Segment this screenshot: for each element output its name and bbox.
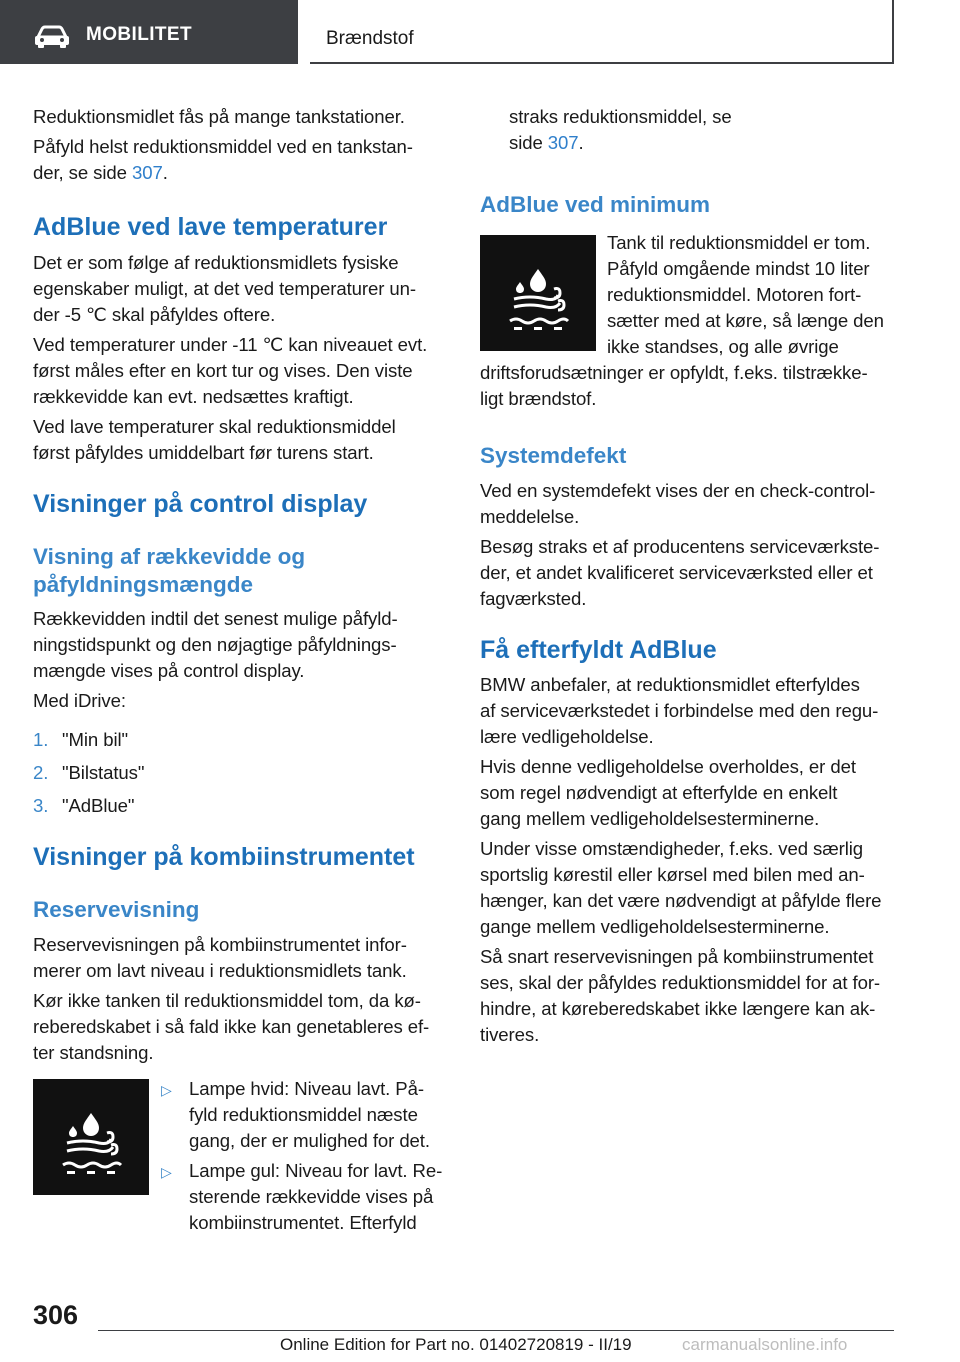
step-number: 2. <box>33 762 49 783</box>
triangle-bullet-icon: ▷ <box>161 1082 172 1098</box>
page-link[interactable]: 307 <box>131 162 163 183</box>
paragraph: merer om lavt niveau i reduktionsmidlets tank. <box>33 960 407 981</box>
paragraph: egenskaber muligt, at det ved temperaturer un‐ <box>33 278 416 299</box>
paragraph: hænger, kan det være nødvendigt at påfylde flere <box>480 890 882 911</box>
paragraph: Under visse omstændigheder, f.eks. ved særlig <box>480 838 864 859</box>
paragraph: ter standsning. <box>33 1042 154 1063</box>
paragraph: af serviceværkstedet i forbindelse med den regu‐ <box>480 700 879 721</box>
bullet-text: Lampe gul: Niveau for lavt. Re‐ <box>189 1160 443 1181</box>
paragraph: der, et andet kvalificeret serviceværksted eller et <box>480 562 873 583</box>
text: der, se side <box>33 162 132 183</box>
paragraph: ikke standses, og alle øvrige <box>607 336 839 357</box>
page-number: 306 <box>33 1300 79 1330</box>
paragraph: driftsforudsætninger er opfyldt, f.eks. tilstrække‐ <box>480 362 868 383</box>
bullet-text: gang, der er mulighed for det. <box>189 1130 430 1151</box>
list-item <box>33 760 144 786</box>
paragraph: Påfyld omgående mindst 10 liter <box>607 258 870 279</box>
step-number: 3. <box>33 795 49 816</box>
step-text: "AdBlue" <box>62 795 135 816</box>
paragraph: Påfyld helst reduktionsmiddel ved en tankstan‐ <box>33 136 413 157</box>
paragraph: tiveres. <box>480 1024 540 1045</box>
paragraph: Med iDrive: <box>33 690 126 711</box>
page-header <box>0 0 960 66</box>
adblue-warning-icon <box>33 1079 149 1195</box>
chapter-tab <box>310 0 894 64</box>
paragraph: Reservevisningen på kombiinstrumentet infor‐ <box>33 934 407 955</box>
paragraph: gang mellem vedligeholdelsesterminerne. <box>480 808 820 829</box>
bullet-item <box>161 1158 442 1185</box>
step-text: "Bilstatus" <box>62 762 145 783</box>
paragraph: sætter med at køre, så længe den <box>607 310 884 331</box>
paragraph <box>509 130 584 156</box>
watermark: carmanualsonline.info <box>682 1335 848 1354</box>
footer-divider <box>98 1330 894 1331</box>
paragraph: meddelelse. <box>480 506 580 527</box>
section-tab <box>0 0 298 64</box>
heading-reserve: Reservevisning <box>33 897 200 922</box>
paragraph: gange mellem vedligeholdelsesterminerne. <box>480 916 830 937</box>
paragraph: rækkevidde kan evt. nedsættes kraftigt. <box>33 386 354 407</box>
bullet-text: Lampe hvid: Niveau lavt. På‐ <box>189 1078 424 1099</box>
bullet-text: sterende rækkevidde vises på <box>189 1186 434 1207</box>
paragraph: BMW anbefaler, at reduktionsmidlet efterfyldes <box>480 674 860 695</box>
paragraph: straks reduktionsmiddel, se <box>509 106 732 127</box>
paragraph: ses, skal der påfyldes reduktionsmiddel for at for‐ <box>480 972 881 993</box>
paragraph: Det er som følge af reduktionsmidlets fysiske <box>33 252 399 273</box>
adblue-empty-icon <box>480 235 596 351</box>
paragraph: som regel nødvendigt at efterfylde en enkelt <box>480 782 838 803</box>
bullet-text: kombiinstrumentet. Efterfyld <box>189 1212 417 1233</box>
paragraph <box>33 160 168 186</box>
paragraph: reberedskabet i så fald ikke kan genetableres ef‐ <box>33 1016 430 1037</box>
heading-control-display: Visninger på control display <box>33 490 368 518</box>
paragraph: ligt brændstof. <box>480 388 597 409</box>
paragraph: hindre, at køreberedskabet ikke længere kan ak‐ <box>480 998 876 1019</box>
chapter-label: Brændstof <box>326 28 414 49</box>
car-icon <box>34 25 70 49</box>
paragraph: Besøg straks et af producentens serviceværkste‐ <box>480 536 880 557</box>
paragraph: reduktionsmiddel. Motoren fort‐ <box>607 284 862 305</box>
list-item <box>33 727 128 753</box>
heading-range: påfyldningsmængde <box>33 572 254 597</box>
heading-system-defect: Systemdefekt <box>480 443 627 468</box>
paragraph: ningstidspunkt og den nøjagtige påfyldnings‐ <box>33 634 397 655</box>
paragraph: mængde vises på control display. <box>33 660 305 681</box>
bullet-item <box>161 1076 424 1103</box>
paragraph: fagværksted. <box>480 588 587 609</box>
text: side <box>509 132 548 153</box>
page-link[interactable]: 307 <box>547 132 579 153</box>
heading-low-temperatures: AdBlue ved lave temperaturer <box>33 213 388 241</box>
paragraph: Reduktionsmidlet fås på mange tankstationer. <box>33 106 405 127</box>
heading-refill: Få efterfyldt AdBlue <box>480 636 717 664</box>
paragraph: sportslig kørestil eller kørsel med bilen med an‐ <box>480 864 865 885</box>
heading-minimum: AdBlue ved minimum <box>480 192 711 217</box>
step-number: 1. <box>33 729 49 750</box>
step-text: "Min bil" <box>62 729 129 750</box>
bullet-text: fyld reduktionsmiddel næste <box>189 1104 418 1125</box>
paragraph: Så snart reservevisningen på kombiinstrumentet <box>480 946 874 967</box>
section-label: MOBILITET <box>86 24 192 45</box>
paragraph: Kør ikke tanken til reduktionsmiddel tom, da kø‐ <box>33 990 421 1011</box>
paragraph: lære vedligeholdelse. <box>480 726 654 747</box>
paragraph: først måles efter en kort tur og vises. Den viste <box>33 360 413 381</box>
paragraph: Tank til reduktionsmiddel er tom. <box>607 232 871 253</box>
paragraph: Hvis denne vedligeholdelse overholdes, er det <box>480 756 856 777</box>
list-item <box>33 793 134 819</box>
paragraph: Ved lave temperaturer skal reduktionsmiddel <box>33 416 396 437</box>
text: . <box>162 162 168 183</box>
heading-instrument-cluster: Visninger på kombiinstrumentet <box>33 843 415 871</box>
paragraph: Ved temperaturer under -11 ℃ kan niveauet evt. <box>33 334 428 355</box>
heading-range: Visning af rækkevidde og <box>33 544 306 569</box>
text: . <box>578 132 584 153</box>
paragraph: først påfyldes umiddelbart før turens start. <box>33 442 374 463</box>
paragraph: Ved en systemdefekt vises der en check-control- <box>480 480 876 501</box>
triangle-bullet-icon: ▷ <box>161 1164 172 1180</box>
footer-edition: Online Edition for Part no. 01402720819 - II/19 <box>280 1335 632 1354</box>
paragraph: der -5 ℃ skal påfyldes oftere. <box>33 304 276 325</box>
paragraph: Rækkevidden indtil det senest mulige påfyld‐ <box>33 608 398 629</box>
